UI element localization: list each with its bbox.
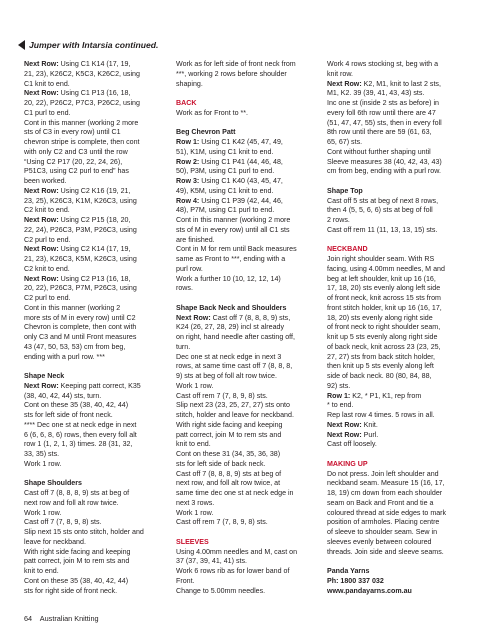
row-instruction: Knit. [361, 420, 378, 429]
paragraph-gap [176, 528, 316, 538]
pattern-line: knit to end. [176, 440, 211, 449]
pattern-line: position of armholes. Placing centre [327, 518, 440, 527]
pattern-line: Cont in M for rem until Back measures [176, 245, 297, 254]
pattern-line: Rep last row 4 times. 5 rows in all. [327, 411, 435, 419]
pattern-line [176, 314, 316, 324]
pattern-line: facing, using 4.00mm needles, M and [327, 264, 445, 273]
pattern-line: 8th row until there are 59 (61, 63, [327, 128, 432, 137]
supplier-line: www.pandayarns.com.au [327, 586, 412, 595]
pattern-line: Slip next 23 (23, 25, 27, 27) sts onto [176, 401, 290, 410]
continued-header [18, 40, 158, 50]
pattern-line: Cont in this manner (working 2 [24, 303, 121, 312]
row-instruction: Using C1 K42 (45, 47, 49, [199, 138, 283, 146]
paragraph-gap [176, 294, 316, 304]
row-label: Row 1: [176, 138, 200, 146]
pattern-line: 2 rows. [327, 216, 350, 224]
pattern-line: row 1 (1, 2, 1, 3) times. 28 (31, 32, [24, 440, 133, 449]
row-label: Next Row: [24, 186, 59, 195]
row-instruction: Using C2 K16 (19, 21, [58, 186, 131, 195]
row-label: Next Row: [24, 274, 59, 283]
pattern-line: coloured thread at side edges to mark [327, 508, 447, 517]
pattern-line: C2 knit to end. [24, 206, 70, 215]
pattern-line: Cont on these 35 (38, 40, 42, 44) [24, 401, 129, 410]
pattern-line: Work 1 row. [176, 381, 214, 390]
row-label: Row 3: [176, 177, 200, 185]
pattern-line [24, 245, 164, 255]
continued-title: Jumper with Intarsia continued. [29, 40, 159, 50]
pattern-line: rows, at same time cast off 7 (8, 8, 8, [176, 362, 293, 371]
pattern-line [24, 382, 164, 392]
pattern-line: next row and foll alt row twice. [24, 498, 119, 507]
column-3 [327, 60, 467, 596]
pattern-line: Do not press. Join left shoulder and [327, 469, 439, 478]
page-footer [24, 614, 99, 623]
pattern-line: chevron stripe is complete, then cont [24, 138, 140, 146]
pattern-line: Change to 5.00mm needles. [176, 586, 266, 595]
pattern-line: Join right shoulder seam. With RS [327, 255, 435, 263]
row-label: Row 1: [327, 391, 351, 400]
pattern-line: Cont without further shaping until [327, 147, 431, 156]
row-label: Next Row: [327, 420, 362, 429]
supplier-line: Panda Yarns [327, 567, 370, 575]
pattern-line: Using 4.00mm needles and M, cast on [176, 547, 298, 556]
pattern-line: 50), P3M, using C1 purl to end. [176, 167, 275, 176]
pattern-line: sts for left side of back neck. [176, 459, 266, 468]
paragraph-gap [327, 557, 467, 567]
paragraph-gap [24, 362, 164, 372]
row-instruction: Using C2 P13 (16, 18, [58, 274, 131, 283]
pattern-line: are finished. [176, 235, 215, 244]
row-instruction: Purl. [361, 430, 379, 439]
row-instruction: K2, M1, knit to last 2 sts, [361, 79, 441, 88]
pattern-line: Work 1 row. [24, 459, 62, 468]
pattern-line: Work 1 row. [176, 508, 214, 517]
pattern-line: been worked. [24, 177, 67, 185]
subsection-heading: Shape Neck [24, 372, 65, 380]
pattern-line: With right side facing and keeping [176, 420, 283, 429]
pattern-line: then 4 (5, 5, 6, 6) sts at beg of foll [327, 206, 433, 215]
row-label: Next Row: [24, 216, 59, 224]
pattern-line: Cont in this manner (working 2 more [176, 216, 291, 224]
pattern-line: C2 purl to end. [24, 235, 71, 244]
pattern-line: Cast off rem 7 (7, 8, 9, 8) sts. [176, 518, 268, 527]
pattern-line: Cont in this manner (working 2 more [24, 118, 139, 127]
pattern-line: 43 (47, 50, 53, 53) cm from beg, [24, 342, 126, 351]
pattern-line: only C3 and M until Front measures [24, 333, 137, 341]
pattern-line [327, 80, 467, 90]
row-instruction: Using C2 K14 (17, 19, [58, 245, 131, 254]
pattern-line: turn. [176, 342, 191, 351]
row-instruction: Using C2 P15 (18, 20, [58, 216, 131, 224]
paragraph-gap [327, 236, 467, 246]
paragraph-gap [24, 470, 164, 480]
pattern-line: 18, 19) cm down from each shoulder [327, 489, 443, 497]
pattern-line: 37 (37, 39, 41, 41) sts. [176, 557, 247, 566]
pattern-line: (38, 40, 42, 44) sts, turn. [24, 391, 102, 400]
pattern-line: Cast off 7 (7, 8, 9, 8) sts. [24, 518, 102, 527]
pattern-line: Cast off 7 (8, 8, 8, 9) sts at beg of [176, 469, 282, 478]
pattern-line: 20, 22), P26C2, P7C3, P26C2, using [24, 99, 140, 107]
pattern-line [24, 89, 164, 99]
pattern-line: M1, K2. 39 (39, 41, 43, 43) sts. [327, 89, 425, 98]
pattern-line: 92) sts. [327, 381, 351, 390]
pattern-line: 27, 27) sts from back stitch holder, [327, 352, 436, 361]
pattern-line: ***, working 2 rows before shoulder [176, 69, 287, 78]
row-label: Row 2: [176, 157, 200, 166]
pattern-line: beg at left shoulder, knit up 16 (16, [327, 274, 436, 283]
pattern-line: C2 knit to end. [24, 264, 70, 273]
pattern-line: shaping. [176, 79, 203, 88]
pattern-line [327, 431, 467, 441]
row-label: Next Row: [24, 60, 59, 68]
pattern-line [24, 187, 164, 197]
pattern-line: Front. [176, 576, 195, 585]
pattern-line: **** Dec one st at neck edge in next [24, 420, 137, 429]
page-number: 64 [24, 614, 33, 623]
paragraph-gap [327, 177, 467, 187]
pattern-line: * to end. [327, 401, 354, 410]
pattern-line: sleeves evenly between coloured [327, 537, 432, 546]
pattern-line: Inc one st (inside 2 sts as before) in [327, 99, 439, 107]
pattern-line: next 3 rows. [176, 498, 215, 507]
pattern-line: then knit up 5 sts evenly along left [327, 362, 434, 371]
pattern-line: Cast off rem 7 (7, 8, 9, 8) sts. [176, 391, 268, 400]
magazine-name: Australian Knitting [39, 614, 99, 623]
pattern-line: every foll 6th row until there are 47 [327, 108, 436, 117]
pattern-line: sts of M in every row) until all C1 sts [176, 225, 290, 234]
row-label: Next Row: [327, 79, 362, 88]
subsection-heading: Shape Shoulders [24, 479, 82, 488]
pattern-line: stitch, holder and leave for neckband. [176, 411, 294, 419]
pattern-line: patt correct, join M to rem sts and [24, 557, 130, 566]
pattern-line: cm from beg, ending with a purl row. [327, 167, 441, 176]
row-instruction: Using C1 P13 (16, 18, [58, 89, 131, 98]
pattern-line: more sts of M in every row) until C2 [24, 313, 136, 322]
pattern-line: purl row. [176, 264, 203, 273]
pattern-line: sts of C3 in every row) until C1 [24, 128, 121, 137]
row-label: Row 4: [176, 196, 200, 205]
pattern-line: 22, 24), P26C3, P3M, P26C3, using [24, 225, 137, 234]
pattern-line: 49), K5M, using C1 knit to end. [176, 186, 274, 195]
row-label: Next Row: [24, 381, 59, 390]
pattern-line: 48), P7M, using C1 purl to end. [176, 206, 275, 215]
pattern-line: Cast off rem 11 (11, 13, 13, 15) sts. [327, 225, 438, 234]
subsection-heading: Beg Chevron Patt [176, 128, 236, 137]
pattern-line [176, 177, 316, 187]
pattern-line: Work as for Front to **. [176, 108, 249, 117]
pattern-line [327, 421, 467, 431]
pattern-line: P51C3, using C2 purl to end” has [24, 167, 129, 176]
pattern-line [24, 60, 164, 70]
row-instruction: K2, * P1, K1, rep from [350, 391, 422, 400]
pattern-line [24, 275, 164, 285]
paragraph-gap [176, 119, 316, 129]
pattern-line: sts for right side of front neck. [24, 586, 118, 595]
pattern-line [327, 392, 467, 402]
pattern-line: on right, hand needle after casting off, [176, 333, 295, 341]
pattern-line: Cont on these 31 (34, 35, 36, 38) [176, 450, 281, 458]
pattern-line: Cont on these 35 (38, 40, 42, 44) [24, 576, 129, 585]
pattern-line: sts for left side of front neck. [24, 411, 113, 419]
row-instruction: Using C1 K14 (17, 19, [58, 60, 131, 68]
pattern-line: Work as for left side of front neck from [176, 60, 296, 68]
row-instruction: Using C1 K40 (43, 45, 47, [199, 177, 283, 185]
pattern-line: Work a further 10 (10, 12, 12, 14) [176, 274, 281, 283]
pattern-line: 51), K1M, using C1 knit to end. [176, 147, 274, 156]
pattern-line: of back neck, knit across 23 (23, 25, [327, 342, 441, 351]
row-label: Next Row: [176, 313, 211, 322]
pattern-line: 33, 35) sts. [24, 450, 60, 458]
pattern-line: seam on Back and Front and tie a [327, 498, 434, 507]
row-label: Next Row: [327, 430, 362, 439]
pattern-line: (51, 47, 47, 55) sts, then in every foll [327, 118, 442, 127]
pattern-line: 21, 23), K26C2, K5C3, K26C2, using [24, 69, 140, 78]
row-label: Next Row: [24, 245, 59, 254]
pattern-line: patt correct, join M to rem sts and [176, 430, 282, 439]
pattern-line: 18, 20) sts evenly along right side [327, 313, 433, 322]
pattern-line [176, 138, 316, 148]
pattern-line: Chevron is complete, then cont with [24, 323, 137, 332]
paragraph-gap [176, 89, 316, 99]
pattern-line: With right side facing and keeping [24, 547, 131, 556]
pattern-line: Work 1 row. [24, 508, 62, 517]
pattern-line: K24 (26, 27, 28, 29) incl st already [176, 323, 285, 332]
pattern-line: Work 6 rows rib as for lower band of [176, 567, 290, 575]
row-label: Next Row: [24, 89, 59, 98]
pattern-line: threads. Join side and sleeve seams. [327, 547, 444, 556]
pattern-line: neckband seam. Measure 15 (16, 17, [327, 479, 445, 488]
pattern-line: same as Front to ***, ending with a [176, 255, 286, 263]
pattern-line [24, 216, 164, 226]
pattern-line: Sleeve measures 38 (40, 42, 43, 43) [327, 157, 442, 166]
supplier-line: Ph: 1800 337 032 [327, 576, 384, 585]
column-2 [176, 60, 316, 596]
row-instruction: Using C1 P41 (44, 46, 48, [199, 157, 283, 166]
pattern-line: Work 4 rows stocking st, beg with a [327, 60, 439, 68]
section-heading: BACK [176, 99, 197, 107]
pattern-line: Cast off 7 (8, 8, 8, 9) sts at beg of [24, 489, 130, 497]
pattern-line: front stitch holder, knit up 16 (16, 17, [327, 303, 442, 312]
pattern-line: C2 purl to end. [24, 294, 71, 302]
pattern-line: Cast off 5 sts at beg of next 8 rows, [327, 196, 439, 205]
section-heading: MAKING UP [327, 459, 368, 468]
pattern-line: knit to end. [24, 567, 59, 575]
pattern-line: rows. [176, 284, 193, 293]
pattern-line: knit up 5 sts evenly along right side [327, 333, 438, 341]
pattern-line: same time dec one st at neck edge in [176, 489, 294, 497]
pattern-line: C1 knit to end. [24, 79, 70, 88]
pattern-line: next row, and foll alt row twice, at [176, 479, 281, 488]
section-heading: NECKBAND [327, 245, 368, 254]
pattern-line: Dec one st at neck edge in next 3 [176, 352, 282, 361]
pattern-line: 65, 67) sts. [327, 138, 363, 146]
subsection-heading: Shape Top [327, 186, 363, 195]
pattern-line: 21, 23), K26C3, K5M, K26C3, using [24, 255, 137, 263]
triangle-left-icon [18, 40, 25, 50]
pattern-line: C1 purl to end. [24, 108, 71, 117]
row-instruction: Using C1 P39 (42, 44, 46, [199, 196, 283, 205]
pattern-line: 6 (6, 6, 8, 6) rows, then every foll alt [24, 430, 137, 439]
pattern-line: Cast off loosely. [327, 440, 377, 449]
row-instruction: Cast off 7 (8, 8, 8, 9) sts, [210, 313, 291, 322]
row-instruction: Keeping patt correct, K35 [58, 381, 141, 390]
pattern-line: “Using C2 P17 (20, 22, 24, 26), [24, 157, 123, 166]
column-1 [24, 60, 164, 596]
paragraph-gap [327, 450, 467, 460]
pattern-line: 23, 25), K26C3, K1M, K26C3, using [24, 196, 137, 205]
section-heading: SLEEVES [176, 537, 209, 546]
pattern-line: 9) sts at beg of foll alt row twice. [176, 372, 277, 380]
pattern-line: 20, 22), P26C3, P7M, P26C3, using [24, 284, 137, 293]
pattern-line: of sleeve to shoulder seam. Sew in [327, 528, 438, 536]
pattern-line: leave for neckband. [24, 537, 86, 546]
pattern-line: side of back neck. 80 (80, 84, 88, [327, 372, 432, 380]
pattern-line: of front neck, knit across 15 sts from [327, 294, 441, 302]
pattern-line: Slip next 15 sts onto stitch, holder and [24, 528, 144, 536]
pattern-line: 17, 18, 20) sts evenly along left side [327, 284, 441, 293]
pattern-line: with only C2 and C3 until the row [24, 147, 128, 156]
pattern-line: of front neck to right shoulder seam, [327, 323, 441, 332]
pattern-line [176, 158, 316, 168]
subsection-heading: Shape Back Neck and Shoulders [176, 303, 287, 312]
pattern-line: ending with a purl row. *** [24, 352, 105, 361]
pattern-line [176, 197, 316, 207]
pattern-line: knit row. [327, 69, 354, 78]
